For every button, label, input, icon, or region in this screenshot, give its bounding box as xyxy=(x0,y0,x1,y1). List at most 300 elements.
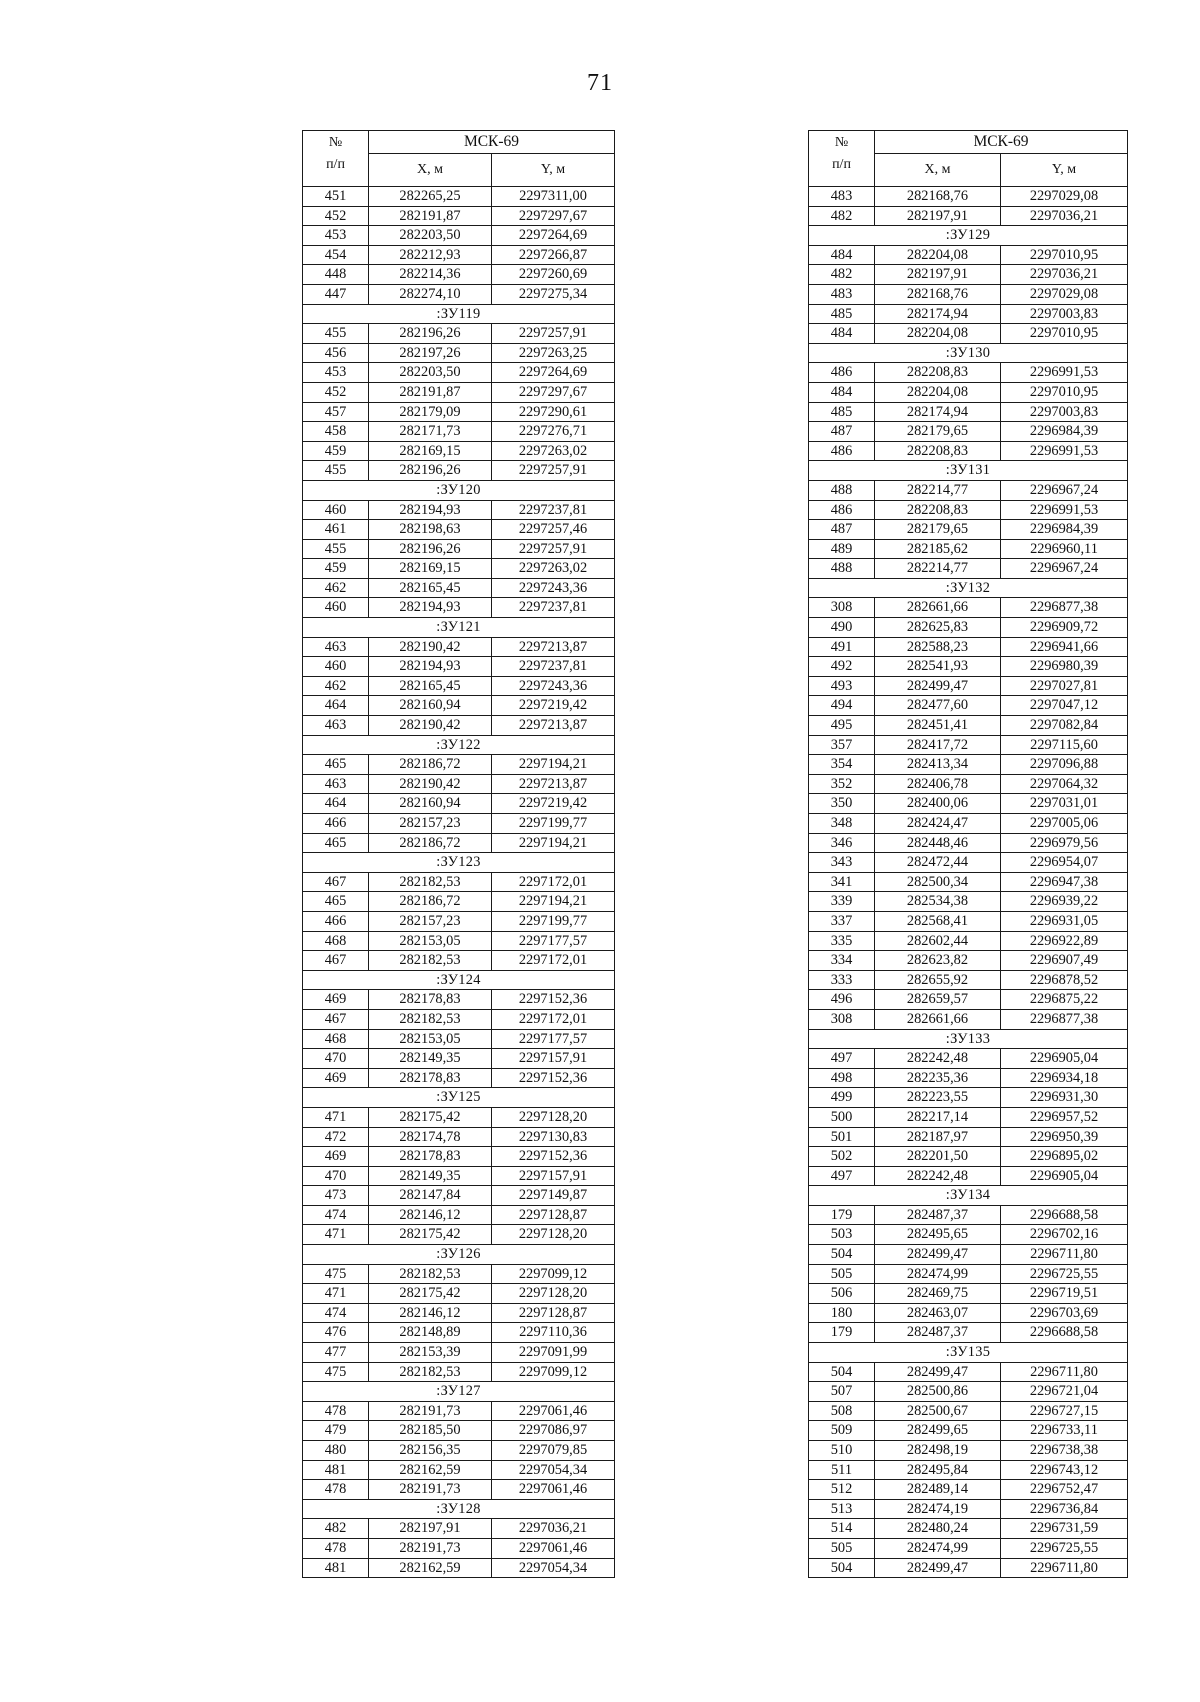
parcel-section-row xyxy=(303,1245,615,1265)
y-coordinate-cell: 2297061,46 xyxy=(492,1480,615,1500)
point-number-cell: 451 xyxy=(303,187,369,207)
x-coordinate-cell: 282406,78 xyxy=(875,774,1001,794)
table-row xyxy=(303,696,615,716)
x-coordinate-cell: 282413,34 xyxy=(875,755,1001,775)
table-row xyxy=(303,520,615,540)
y-coordinate-cell: 2297243,36 xyxy=(492,578,615,598)
x-coordinate-cell: 282659,57 xyxy=(875,990,1001,1010)
point-number-cell: 478 xyxy=(303,1480,369,1500)
parcel-section-row xyxy=(303,304,615,324)
parcel-label: :ЗУ135 xyxy=(809,1343,1128,1363)
point-number-cell: 457 xyxy=(303,402,369,422)
x-coordinate-cell: 282146,12 xyxy=(369,1303,492,1323)
table-row xyxy=(303,1421,615,1441)
point-number-cell: 454 xyxy=(303,245,369,265)
y-coordinate-cell: 2296922,89 xyxy=(1001,931,1128,951)
x-coordinate-cell: 282242,48 xyxy=(875,1049,1001,1069)
table-row xyxy=(809,618,1128,638)
y-coordinate-cell: 2296967,24 xyxy=(1001,559,1128,579)
y-coordinate-cell: 2297029,08 xyxy=(1001,284,1128,304)
y-coordinate-cell: 2297064,32 xyxy=(1001,774,1128,794)
table-row xyxy=(303,1558,615,1578)
point-number-cell: 489 xyxy=(809,539,875,559)
point-number-cell: 482 xyxy=(809,265,875,285)
table-row xyxy=(809,422,1128,442)
x-coordinate-cell: 282204,08 xyxy=(875,324,1001,344)
y-coordinate-cell: 2297172,01 xyxy=(492,951,615,971)
table-row xyxy=(809,970,1128,990)
x-coordinate-cell: 282417,72 xyxy=(875,735,1001,755)
y-coordinate-cell: 2297157,91 xyxy=(492,1166,615,1186)
x-coordinate-cell: 282182,53 xyxy=(369,1009,492,1029)
x-coordinate-cell: 282242,48 xyxy=(875,1166,1001,1186)
point-number-cell: 483 xyxy=(809,284,875,304)
table-row xyxy=(809,1147,1128,1167)
x-column-header: X, м xyxy=(369,154,492,187)
point-number-cell: 339 xyxy=(809,892,875,912)
y-coordinate-cell: 2296725,55 xyxy=(1001,1264,1128,1284)
x-coordinate-cell: 282196,26 xyxy=(369,324,492,344)
x-coordinate-cell: 282179,09 xyxy=(369,402,492,422)
y-coordinate-cell: 2297257,91 xyxy=(492,539,615,559)
y-coordinate-cell: 2297237,81 xyxy=(492,657,615,677)
point-number-cell: 455 xyxy=(303,324,369,344)
point-number-cell: 478 xyxy=(303,1538,369,1558)
parcel-label: :ЗУ125 xyxy=(303,1088,615,1108)
point-number-cell: 509 xyxy=(809,1421,875,1441)
point-number-cell: 448 xyxy=(303,265,369,285)
point-number-cell: 499 xyxy=(809,1088,875,1108)
y-coordinate-cell: 2297263,02 xyxy=(492,559,615,579)
table-row xyxy=(809,755,1128,775)
point-number-cell: 488 xyxy=(809,559,875,579)
y-coordinate-cell: 2296878,52 xyxy=(1001,970,1128,990)
table-row xyxy=(809,853,1128,873)
y-coordinate-cell: 2297157,91 xyxy=(492,1049,615,1069)
x-coordinate-cell: 282196,26 xyxy=(369,539,492,559)
point-number-cell: 474 xyxy=(303,1205,369,1225)
x-coordinate-cell: 282274,10 xyxy=(369,284,492,304)
x-coordinate-cell: 282168,76 xyxy=(875,187,1001,207)
parcel-label: :ЗУ130 xyxy=(809,343,1128,363)
x-coordinate-cell: 282174,78 xyxy=(369,1127,492,1147)
point-number-cell: 514 xyxy=(809,1519,875,1539)
point-number-cell: 463 xyxy=(303,716,369,736)
point-number-cell: 333 xyxy=(809,970,875,990)
x-coordinate-cell: 282469,75 xyxy=(875,1284,1001,1304)
point-number-cell: 504 xyxy=(809,1558,875,1578)
table-row xyxy=(809,911,1128,931)
parcel-section-row xyxy=(303,853,615,873)
y-coordinate-cell: 2297027,81 xyxy=(1001,676,1128,696)
number-column-header xyxy=(809,131,875,187)
parcel-label: :ЗУ121 xyxy=(303,618,615,638)
x-coordinate-cell: 282541,93 xyxy=(875,657,1001,677)
table-row xyxy=(303,1009,615,1029)
x-coordinate-cell: 282171,73 xyxy=(369,422,492,442)
x-coordinate-cell: 282174,94 xyxy=(875,304,1001,324)
point-number-cell: 472 xyxy=(303,1127,369,1147)
coordinates-table-left xyxy=(302,130,615,1578)
table-row xyxy=(303,559,615,579)
y-coordinate-cell: 2297172,01 xyxy=(492,1009,615,1029)
parcel-section-row xyxy=(809,461,1128,481)
point-number-cell: 507 xyxy=(809,1382,875,1402)
x-coordinate-cell: 282165,45 xyxy=(369,578,492,598)
table-row xyxy=(809,1107,1128,1127)
number-subtitle: п/п xyxy=(326,157,345,172)
point-number-cell: 474 xyxy=(303,1303,369,1323)
y-coordinate-cell: 2296875,22 xyxy=(1001,990,1128,1010)
y-coordinate-cell: 2296909,72 xyxy=(1001,618,1128,638)
y-coordinate-cell: 2297152,36 xyxy=(492,1147,615,1167)
table-row xyxy=(809,1284,1128,1304)
y-coordinate-cell: 2297219,42 xyxy=(492,696,615,716)
table-row xyxy=(809,637,1128,657)
table-row xyxy=(809,500,1128,520)
y-coordinate-cell: 2297010,95 xyxy=(1001,324,1128,344)
y-coordinate-cell: 2296941,66 xyxy=(1001,637,1128,657)
parcel-label: :ЗУ132 xyxy=(809,578,1128,598)
point-number-cell: 513 xyxy=(809,1499,875,1519)
x-coordinate-cell: 282149,35 xyxy=(369,1166,492,1186)
point-number-cell: 486 xyxy=(809,363,875,383)
table-row xyxy=(303,382,615,402)
point-number-cell: 343 xyxy=(809,853,875,873)
point-number-cell: 461 xyxy=(303,520,369,540)
point-number-cell: 348 xyxy=(809,814,875,834)
table-row xyxy=(303,1029,615,1049)
table-row xyxy=(303,1519,615,1539)
table-header xyxy=(809,131,1128,187)
y-coordinate-cell: 2297010,95 xyxy=(1001,382,1128,402)
table-row xyxy=(809,559,1128,579)
table-row xyxy=(303,461,615,481)
table-row xyxy=(809,1225,1128,1245)
x-coordinate-cell: 282165,45 xyxy=(369,676,492,696)
point-number-cell: 481 xyxy=(303,1460,369,1480)
point-number-cell: 456 xyxy=(303,343,369,363)
point-number-cell: 481 xyxy=(303,1558,369,1578)
table-row xyxy=(809,716,1128,736)
y-coordinate-cell: 2297297,67 xyxy=(492,382,615,402)
table-row xyxy=(809,1499,1128,1519)
point-number-cell: 455 xyxy=(303,539,369,559)
x-coordinate-cell: 282190,42 xyxy=(369,774,492,794)
table-row xyxy=(303,1343,615,1363)
point-number-cell: 504 xyxy=(809,1245,875,1265)
parcel-section-row xyxy=(303,970,615,990)
parcel-label: :ЗУ131 xyxy=(809,461,1128,481)
table-header xyxy=(303,131,615,187)
y-coordinate-cell: 2296957,52 xyxy=(1001,1107,1128,1127)
point-number-cell: 512 xyxy=(809,1480,875,1500)
table-row xyxy=(303,598,615,618)
y-coordinate-cell: 2297213,87 xyxy=(492,716,615,736)
point-number-cell: 508 xyxy=(809,1401,875,1421)
point-number-cell: 470 xyxy=(303,1049,369,1069)
y-coordinate-cell: 2297266,87 xyxy=(492,245,615,265)
point-number-cell: 471 xyxy=(303,1284,369,1304)
point-number-cell: 337 xyxy=(809,911,875,931)
table-row xyxy=(303,1323,615,1343)
parcel-section-row xyxy=(303,735,615,755)
table-row xyxy=(303,206,615,226)
y-coordinate-cell: 2297036,21 xyxy=(1001,265,1128,285)
x-coordinate-cell: 282448,46 xyxy=(875,833,1001,853)
x-coordinate-cell: 282194,93 xyxy=(369,657,492,677)
x-coordinate-cell: 282187,97 xyxy=(875,1127,1001,1147)
x-coordinate-cell: 282500,34 xyxy=(875,872,1001,892)
x-coordinate-cell: 282185,50 xyxy=(369,1421,492,1441)
point-number-cell: 469 xyxy=(303,990,369,1010)
parcel-label: :ЗУ134 xyxy=(809,1186,1128,1206)
x-coordinate-cell: 282162,59 xyxy=(369,1558,492,1578)
table-row xyxy=(809,402,1128,422)
table-row xyxy=(303,422,615,442)
table-row xyxy=(809,1558,1128,1578)
point-number-cell: 346 xyxy=(809,833,875,853)
y-coordinate-cell: 2297128,87 xyxy=(492,1205,615,1225)
point-number-cell: 471 xyxy=(303,1225,369,1245)
y-coordinate-cell: 2297243,36 xyxy=(492,676,615,696)
point-number-cell: 491 xyxy=(809,637,875,657)
y-coordinate-cell: 2297128,87 xyxy=(492,1303,615,1323)
y-coordinate-cell: 2296991,53 xyxy=(1001,441,1128,461)
table-row xyxy=(809,245,1128,265)
table-row xyxy=(303,324,615,344)
point-number-cell: 475 xyxy=(303,1362,369,1382)
point-number-cell: 500 xyxy=(809,1107,875,1127)
y-coordinate-cell: 2297115,60 xyxy=(1001,735,1128,755)
y-coordinate-cell: 2297199,77 xyxy=(492,814,615,834)
y-coordinate-cell: 2297264,69 xyxy=(492,363,615,383)
table-row xyxy=(303,226,615,246)
y-coordinate-cell: 2297199,77 xyxy=(492,911,615,931)
x-coordinate-cell: 282424,47 xyxy=(875,814,1001,834)
number-sign: № xyxy=(834,135,849,150)
table-row xyxy=(303,539,615,559)
point-number-cell: 487 xyxy=(809,520,875,540)
point-number-cell: 504 xyxy=(809,1362,875,1382)
point-number-cell: 463 xyxy=(303,637,369,657)
point-number-cell: 357 xyxy=(809,735,875,755)
x-coordinate-cell: 282487,37 xyxy=(875,1205,1001,1225)
x-coordinate-cell: 282169,15 xyxy=(369,559,492,579)
x-coordinate-cell: 282223,55 xyxy=(875,1088,1001,1108)
point-number-cell: 470 xyxy=(303,1166,369,1186)
y-coordinate-cell: 2297152,36 xyxy=(492,1068,615,1088)
y-coordinate-cell: 2297311,00 xyxy=(492,187,615,207)
y-coordinate-cell: 2297263,02 xyxy=(492,441,615,461)
table-row xyxy=(809,1068,1128,1088)
x-coordinate-cell: 282178,83 xyxy=(369,990,492,1010)
y-coordinate-cell: 2297276,71 xyxy=(492,422,615,442)
table-row xyxy=(303,794,615,814)
point-number-cell: 334 xyxy=(809,951,875,971)
y-coordinate-cell: 2296931,05 xyxy=(1001,911,1128,931)
table-row xyxy=(809,382,1128,402)
x-coordinate-cell: 282182,53 xyxy=(369,872,492,892)
table-row xyxy=(809,735,1128,755)
table-row xyxy=(809,1127,1128,1147)
point-number-cell: 341 xyxy=(809,872,875,892)
x-coordinate-cell: 282156,35 xyxy=(369,1441,492,1461)
number-column-header xyxy=(303,131,369,187)
x-coordinate-cell: 282204,08 xyxy=(875,382,1001,402)
point-number-cell: 486 xyxy=(809,441,875,461)
table-row xyxy=(809,304,1128,324)
x-coordinate-cell: 282153,05 xyxy=(369,931,492,951)
x-coordinate-cell: 282463,07 xyxy=(875,1303,1001,1323)
point-number-cell: 460 xyxy=(303,598,369,618)
table-row xyxy=(303,1166,615,1186)
table-row xyxy=(303,990,615,1010)
table-row xyxy=(303,1186,615,1206)
table-row xyxy=(809,441,1128,461)
table-row xyxy=(809,990,1128,1010)
point-number-cell: 498 xyxy=(809,1068,875,1088)
table-row xyxy=(809,284,1128,304)
y-coordinate-cell: 2296733,11 xyxy=(1001,1421,1128,1441)
table-row xyxy=(303,1205,615,1225)
table-row xyxy=(809,1009,1128,1029)
point-number-cell: 492 xyxy=(809,657,875,677)
x-coordinate-cell: 282201,50 xyxy=(875,1147,1001,1167)
x-coordinate-cell: 282499,65 xyxy=(875,1421,1001,1441)
x-coordinate-cell: 282203,50 xyxy=(369,363,492,383)
point-number-cell: 352 xyxy=(809,774,875,794)
point-number-cell: 505 xyxy=(809,1264,875,1284)
y-coordinate-cell: 2297096,88 xyxy=(1001,755,1128,775)
y-coordinate-cell: 2297099,12 xyxy=(492,1362,615,1382)
parcel-label: :ЗУ119 xyxy=(303,304,615,324)
x-coordinate-cell: 282208,83 xyxy=(875,500,1001,520)
parcel-label: :ЗУ129 xyxy=(809,226,1128,246)
table-row xyxy=(809,657,1128,677)
y-coordinate-cell: 2297054,34 xyxy=(492,1460,615,1480)
x-coordinate-cell: 282474,19 xyxy=(875,1499,1001,1519)
y-coordinate-cell: 2297061,46 xyxy=(492,1401,615,1421)
x-coordinate-cell: 282198,63 xyxy=(369,520,492,540)
point-number-cell: 487 xyxy=(809,422,875,442)
table-row xyxy=(809,1421,1128,1441)
point-number-cell: 497 xyxy=(809,1166,875,1186)
y-coordinate-cell: 2296905,04 xyxy=(1001,1166,1128,1186)
parcel-section-row xyxy=(303,618,615,638)
table-row xyxy=(809,951,1128,971)
x-coordinate-cell: 282191,73 xyxy=(369,1401,492,1421)
point-number-cell: 459 xyxy=(303,559,369,579)
point-number-cell: 478 xyxy=(303,1401,369,1421)
table-row xyxy=(303,284,615,304)
x-coordinate-cell: 282214,77 xyxy=(875,480,1001,500)
y-coordinate-cell: 2296725,55 xyxy=(1001,1538,1128,1558)
x-coordinate-cell: 282477,60 xyxy=(875,696,1001,716)
parcel-section-row xyxy=(809,1343,1128,1363)
table-body xyxy=(303,187,615,1578)
y-coordinate-cell: 2297128,20 xyxy=(492,1225,615,1245)
x-coordinate-cell: 282157,23 xyxy=(369,911,492,931)
table-row xyxy=(809,206,1128,226)
x-coordinate-cell: 282160,94 xyxy=(369,696,492,716)
parcel-label: :ЗУ127 xyxy=(303,1382,615,1402)
table-row xyxy=(303,1147,615,1167)
point-number-cell: 466 xyxy=(303,814,369,834)
x-coordinate-cell: 282157,23 xyxy=(369,814,492,834)
point-number-cell: 447 xyxy=(303,284,369,304)
table-row xyxy=(809,1362,1128,1382)
point-number-cell: 452 xyxy=(303,206,369,226)
point-number-cell: 468 xyxy=(303,1029,369,1049)
x-coordinate-cell: 282400,06 xyxy=(875,794,1001,814)
y-coordinate-cell: 2297264,69 xyxy=(492,226,615,246)
y-coordinate-cell: 2296727,15 xyxy=(1001,1401,1128,1421)
y-coordinate-cell: 2297082,84 xyxy=(1001,716,1128,736)
y-coordinate-cell: 2296960,11 xyxy=(1001,539,1128,559)
table-row xyxy=(303,833,615,853)
y-coordinate-cell: 2297010,95 xyxy=(1001,245,1128,265)
table-row xyxy=(809,480,1128,500)
x-coordinate-cell: 282174,94 xyxy=(875,402,1001,422)
y-coordinate-cell: 2296711,80 xyxy=(1001,1362,1128,1382)
point-number-cell: 460 xyxy=(303,500,369,520)
table-body xyxy=(809,187,1128,1578)
y-coordinate-cell: 2297005,06 xyxy=(1001,814,1128,834)
parcel-label: :ЗУ123 xyxy=(303,853,615,873)
parcel-section-row xyxy=(303,1382,615,1402)
y-coordinate-cell: 2297260,69 xyxy=(492,265,615,285)
point-number-cell: 464 xyxy=(303,696,369,716)
y-coordinate-cell: 2296950,39 xyxy=(1001,1127,1128,1147)
x-coordinate-cell: 282480,24 xyxy=(875,1519,1001,1539)
table-row xyxy=(303,637,615,657)
table-row xyxy=(303,657,615,677)
parcel-section-row xyxy=(809,1186,1128,1206)
table-row xyxy=(303,755,615,775)
y-coordinate-cell: 2297194,21 xyxy=(492,833,615,853)
point-number-cell: 453 xyxy=(303,226,369,246)
coordinates-table-right xyxy=(808,130,1128,1578)
y-coordinate-cell: 2297213,87 xyxy=(492,637,615,657)
point-number-cell: 496 xyxy=(809,990,875,1010)
x-coordinate-cell: 282602,44 xyxy=(875,931,1001,951)
x-coordinate-cell: 282214,36 xyxy=(369,265,492,285)
point-number-cell: 462 xyxy=(303,578,369,598)
y-coordinate-cell: 2297194,21 xyxy=(492,755,615,775)
point-number-cell: 510 xyxy=(809,1441,875,1461)
point-number-cell: 471 xyxy=(303,1107,369,1127)
y-coordinate-cell: 2296980,39 xyxy=(1001,657,1128,677)
point-number-cell: 488 xyxy=(809,480,875,500)
x-coordinate-cell: 282498,19 xyxy=(875,1441,1001,1461)
x-coordinate-cell: 282217,14 xyxy=(875,1107,1001,1127)
x-coordinate-cell: 282203,50 xyxy=(369,226,492,246)
point-number-cell: 495 xyxy=(809,716,875,736)
x-coordinate-cell: 282186,72 xyxy=(369,892,492,912)
point-number-cell: 308 xyxy=(809,1009,875,1029)
y-coordinate-cell: 2297257,91 xyxy=(492,324,615,344)
table-row xyxy=(809,324,1128,344)
y-coordinate-cell: 2296979,56 xyxy=(1001,833,1128,853)
y-coordinate-cell: 2296731,59 xyxy=(1001,1519,1128,1539)
x-coordinate-cell: 282146,12 xyxy=(369,1205,492,1225)
x-coordinate-cell: 282153,05 xyxy=(369,1029,492,1049)
x-coordinate-cell: 282191,73 xyxy=(369,1538,492,1558)
y-coordinate-cell: 2296967,24 xyxy=(1001,480,1128,500)
y-coordinate-cell: 2297128,20 xyxy=(492,1107,615,1127)
y-coordinate-cell: 2297099,12 xyxy=(492,1264,615,1284)
